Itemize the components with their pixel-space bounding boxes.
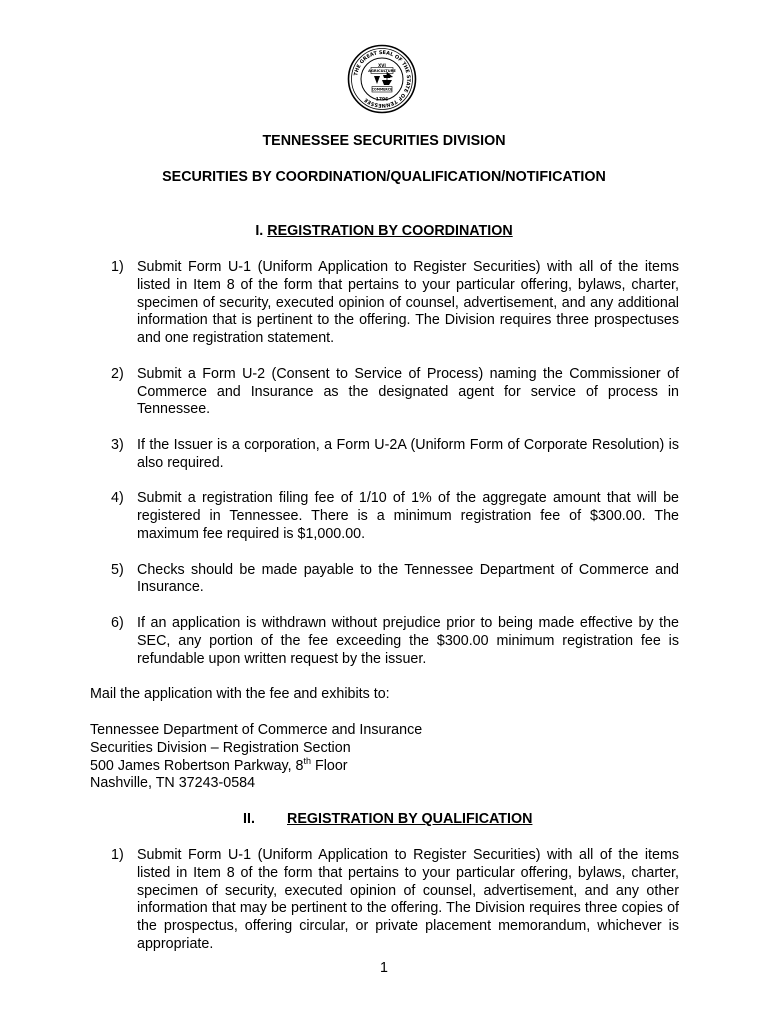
document-subtitle: SECURITIES BY COORDINATION/QUALIFICATION/NOTIFICATION	[162, 169, 606, 185]
seal-roman-numeral: XVI	[378, 63, 386, 68]
list-item-number: 6)	[111, 614, 124, 631]
list-item-text: Submit a registration filing fee of 1/10 of 1% of the aggregate amount that will be registered in Tennessee. There is a minimum registration fee of $300.00. The maximum fee required is $1,000.00.	[137, 490, 679, 542]
list-item-number: 1)	[111, 847, 124, 863]
seal-commerce-label: COMMERCE	[371, 87, 393, 92]
section-1-roman: I.	[255, 223, 264, 239]
list-item	[111, 562, 679, 598]
list-item-text: Submit a Form U-2 (Consent to Service of Process) naming the Commissioner of Commerce and Insurance as the designated agent for service of process in Tennessee.	[137, 365, 679, 418]
list-item	[111, 615, 679, 668]
list-item	[111, 847, 679, 954]
list-item-text: Checks should be made payable to the Tennessee Department of Commerce and Insurance.	[137, 561, 679, 596]
list-item-number: 3)	[111, 436, 124, 453]
coordination-requirements-list	[111, 259, 679, 686]
tennessee-state-seal-icon	[347, 44, 417, 114]
address-line-department: Tennessee Department of Commerce and Insurance	[90, 722, 423, 738]
list-item-text: If the Issuer is a corporation, a Form U-2A (Uniform Form of Corporate Resolution) is also required.	[137, 436, 679, 471]
list-item-number: 5)	[111, 561, 124, 578]
list-item-number: 4)	[111, 490, 124, 507]
list-item	[111, 437, 679, 473]
section-2-title: REGISTRATION BY QUALIFICATION	[287, 811, 533, 827]
seal-ring-text: THE GREAT SEAL OF THE STATE OF TENNESSEE	[353, 49, 412, 109]
address-line-street: 500 James Robertson Parkway, 8th Floor	[90, 755, 348, 774]
list-item-number: 1)	[111, 259, 124, 275]
section-2-roman: II.	[243, 811, 255, 827]
list-item	[111, 366, 679, 419]
list-item-number: 2)	[111, 365, 124, 382]
address-line-section: Securities Division – Registration Section	[90, 739, 351, 756]
section-1-title: REGISTRATION BY COORDINATION	[267, 223, 513, 239]
list-item	[111, 259, 679, 348]
seal-year: 1796	[375, 97, 389, 103]
seal-agriculture-label: AGRICULTURE	[368, 68, 396, 73]
division-title: TENNESSEE SECURITIES DIVISION	[262, 133, 506, 149]
list-item-text: Submit Form U-1 (Uniform Application to Register Securities) with all of the items listed in Item 8 of the form that pertains to your particular offering, bylaws, charter, specimen of security, executed opinion of counsel, advertisement, and any other information that may be pertinent to the offering. The Division requires three copies of the prospectus, offering circular, or private placement memorandum, whichever is appropriate.	[137, 847, 679, 952]
page-number: 1	[380, 960, 388, 976]
mail-instruction: Mail the application with the fee and exhibits to:	[90, 686, 390, 702]
mailing-address	[90, 722, 690, 793]
qualification-requirements-list	[111, 847, 679, 954]
address-line-city: Nashville, TN 37243-0584	[90, 775, 256, 792]
list-item	[111, 490, 679, 543]
section-1-heading	[0, 223, 768, 241]
list-item-text: If an application is withdrawn without prejudice prior to being made effective by the SEC, any portion of the fee exceeding the $300.00 minimum registration fee is refundable upon written request by the issuer.	[137, 614, 679, 667]
list-item-text: Submit Form U-1 (Uniform Application to Register Securities) with all of the items listed in Item 8 of the form that pertains to your particular offering, bylaws, charter, specimen of security, executed opinion of counsel, advertisement, and any additional information that is pertinent to the offering. The Division requires three prospectuses and one registration statement.	[137, 259, 679, 347]
